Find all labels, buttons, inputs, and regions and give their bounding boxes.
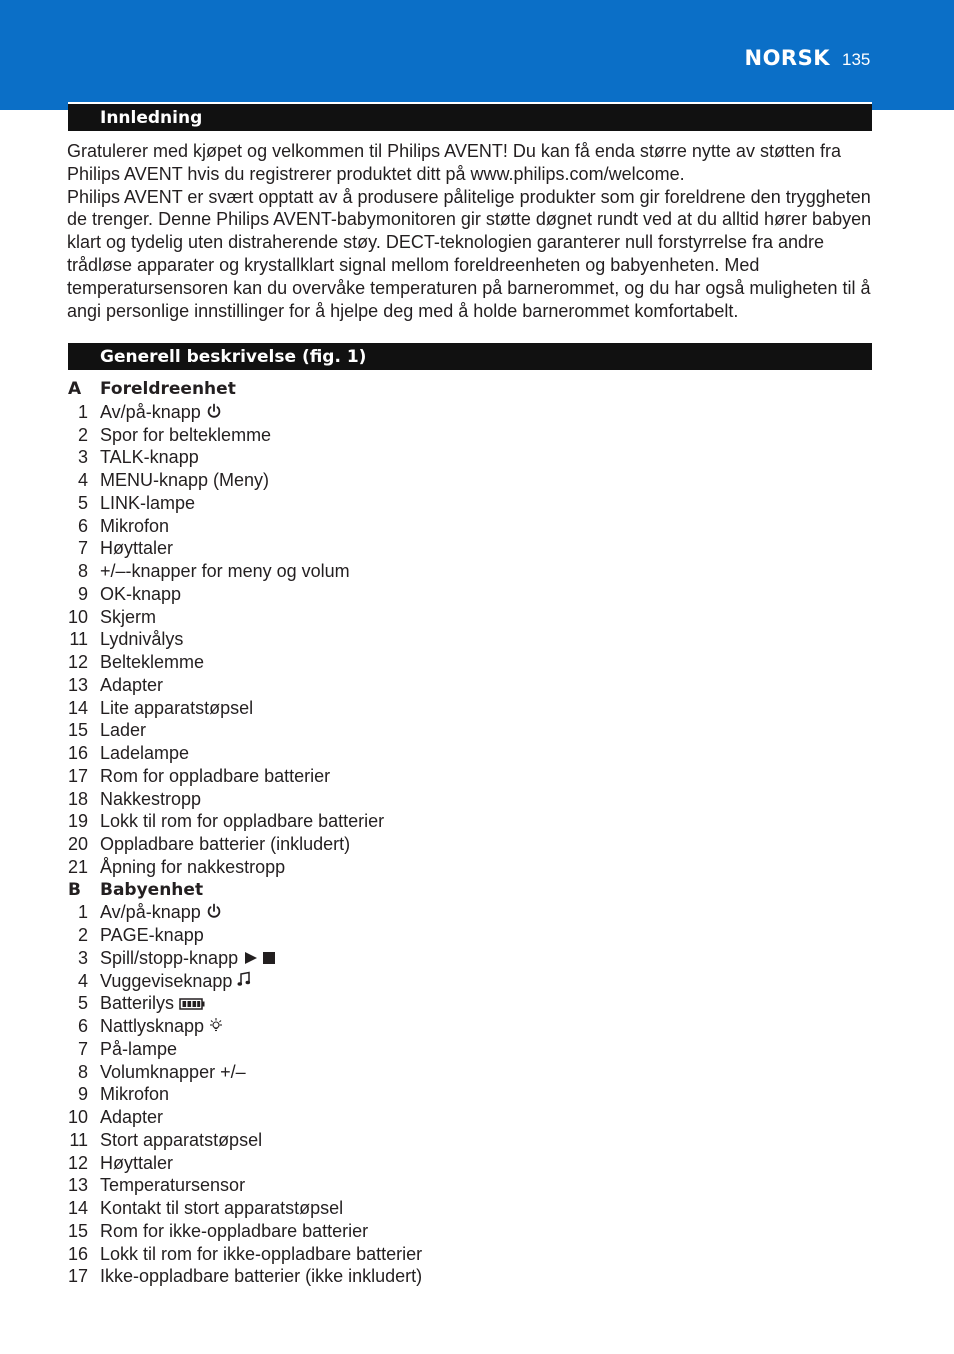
section-title-description: Generell beskrivelse (fig. 1)	[100, 347, 367, 367]
item-number: 18	[67, 788, 88, 809]
list-item	[0, 446, 954, 469]
item-text	[100, 833, 350, 856]
item-label: Nattlysknapp	[100, 1016, 205, 1036]
item-number: 6	[77, 515, 88, 536]
item-text	[100, 446, 199, 469]
item-number: 6	[77, 1016, 88, 1036]
list-item	[0, 788, 954, 811]
item-number: 13	[67, 674, 88, 695]
item-label: Av/på-knapp	[100, 401, 201, 422]
list-item	[0, 833, 954, 856]
item-label: MENU-knapp (Meny)	[100, 470, 270, 490]
item-text	[100, 742, 189, 765]
item-label: Spill/stopp-knapp	[100, 947, 239, 968]
item-number: 10	[67, 606, 88, 627]
intro-text	[67, 140, 875, 322]
list-item	[0, 742, 954, 765]
item-number: 9	[77, 1084, 88, 1105]
group-letter: B	[68, 879, 81, 900]
section-title-intro: Innledning	[100, 108, 203, 128]
item-label: Stort apparatstøpsel	[100, 1129, 263, 1150]
list-item	[0, 1220, 954, 1243]
list-item	[0, 674, 954, 697]
item-text	[100, 1061, 246, 1084]
item-text	[100, 606, 156, 629]
list-item	[0, 719, 954, 742]
item-text	[100, 492, 195, 515]
list-item	[0, 810, 954, 833]
item-text	[100, 697, 253, 720]
item-label: Spor for belteklemme	[100, 424, 272, 445]
item-label: Lydnivålys	[100, 629, 184, 650]
item-text	[100, 1106, 163, 1129]
item-label: Belteklemme	[100, 652, 205, 672]
item-label: Lite apparatstøpsel	[100, 697, 254, 718]
list-item	[0, 651, 954, 674]
item-text	[100, 1220, 368, 1243]
music-note-icon	[237, 970, 251, 993]
item-label: Batterilys	[100, 993, 175, 1014]
item-text	[100, 924, 204, 947]
item-label: På-lampe	[100, 1038, 178, 1059]
group-letter: A	[68, 379, 82, 399]
list-item	[0, 947, 954, 970]
list-item	[0, 1015, 954, 1038]
item-text	[100, 1243, 422, 1266]
item-number: 8	[77, 1061, 88, 1082]
item-text	[100, 901, 222, 925]
item-number: 12	[67, 1152, 88, 1173]
list-item	[0, 1038, 954, 1061]
item-label: Ikke-oppladbare batterier (ikke inkludert)	[100, 1266, 423, 1287]
night-light-icon	[209, 1016, 223, 1039]
item-text	[100, 1015, 223, 1039]
list-item	[0, 697, 954, 720]
item-number: 9	[77, 583, 88, 604]
item-number: 7	[77, 1038, 88, 1059]
item-label: PAGE-knapp	[100, 925, 204, 945]
item-number: 8	[77, 561, 88, 581]
item-label: Mikrofon	[100, 515, 170, 536]
item-label: +/–-knapper for meny og volum	[100, 561, 350, 581]
list-item	[0, 901, 954, 924]
item-text	[100, 1152, 173, 1175]
list-item	[0, 401, 954, 424]
power-icon	[206, 402, 222, 425]
item-label: Vuggeviseknapp	[100, 970, 233, 991]
item-text	[100, 537, 173, 560]
list-item	[0, 1243, 954, 1266]
list-item	[0, 1197, 954, 1220]
list-item	[0, 765, 954, 788]
list-item	[0, 424, 954, 447]
list-item	[0, 1174, 954, 1197]
list-item	[0, 992, 954, 1015]
list-item	[0, 1265, 954, 1288]
group-title: Babyenhet	[100, 879, 204, 900]
item-text	[100, 1197, 343, 1220]
item-label: Nakkestropp	[100, 788, 202, 809]
list-item	[0, 606, 954, 629]
battery-icon	[179, 993, 205, 1016]
item-number: 15	[67, 720, 88, 741]
group-title: Foreldreenhet	[100, 379, 236, 399]
item-text	[100, 947, 279, 971]
item-number: 11	[69, 1129, 88, 1150]
item-label: Lokk til rom for ikke-oppladbare batterier	[100, 1243, 423, 1264]
item-label: Volumknapper +/–	[100, 1061, 246, 1082]
item-text	[100, 765, 330, 788]
item-text	[100, 469, 269, 492]
item-number: 5	[77, 492, 88, 513]
list-item	[0, 1061, 954, 1084]
item-label: Ladelampe	[100, 743, 190, 763]
group-heading-b	[0, 879, 954, 902]
list-item	[0, 970, 954, 993]
parts-list	[0, 378, 954, 1288]
item-number: 7	[77, 538, 88, 559]
item-label: Rom for ikke-oppladbare batterier	[100, 1220, 369, 1241]
item-number: 10	[67, 1107, 88, 1127]
item-label: TALK-knapp	[100, 447, 199, 468]
item-number: 20	[67, 834, 88, 854]
page-number: 135	[842, 50, 871, 69]
item-label: LINK-lampe	[100, 492, 196, 513]
item-number: 11	[69, 629, 88, 650]
item-number: 17	[67, 1266, 88, 1287]
item-label: Kontakt til stort apparatstøpsel	[100, 1198, 344, 1218]
item-number: 2	[77, 424, 88, 445]
item-label: OK-knapp	[100, 583, 182, 604]
list-item	[0, 583, 954, 606]
item-label: Åpning for nakkestropp	[100, 856, 286, 877]
item-number: 1	[77, 902, 88, 923]
item-text	[100, 674, 163, 697]
list-item	[0, 560, 954, 583]
list-item	[0, 469, 954, 492]
item-number: 4	[77, 470, 88, 490]
list-item	[0, 492, 954, 515]
item-text	[100, 628, 183, 651]
item-text	[100, 515, 169, 538]
item-text	[100, 970, 251, 994]
list-item	[0, 1083, 954, 1106]
item-label: Høyttaler	[100, 1152, 174, 1173]
item-number: 5	[77, 993, 88, 1014]
list-item	[0, 515, 954, 538]
item-label: Adapter	[100, 1107, 164, 1127]
item-text	[100, 810, 384, 833]
item-label: Høyttaler	[100, 538, 174, 559]
intro-paragraph-1: Gratulerer med kjøpet og velkommen til Philips AVENT! Du kan få enda større nytte av støtten fra Philips AVENT hvis du registrerer produktet ditt på www.philips.com/welcome.	[67, 141, 841, 184]
item-label: Rom for oppladbare batterier	[100, 765, 331, 786]
language-label: NORSK	[744, 46, 830, 70]
item-number: 17	[67, 765, 88, 786]
item-number: 3	[77, 947, 88, 968]
list-item	[0, 1106, 954, 1129]
item-number: 16	[67, 1243, 88, 1264]
item-text	[100, 1038, 177, 1061]
item-number: 13	[67, 1175, 88, 1196]
intro-paragraph-2: Philips AVENT er svært opptatt av å produsere pålitelige produkter som gir foreldrene den tryggheten de trenger. Denne Philips AVENT-babymonitoren gir støtte døgnet rundt ved at du alltid hører babyen klart og tydelig uten distraherende støy. DECT-teknologien garanterer null forstyrrelse fra andre trådløse apparater og krystallklart signal mellom foreldreenheten og babyenheten. Med temperatursensoren kan du overvåke temperaturen på barnerommet, og du har også muligheten til å angi personlige innstillinger for å hjelpe deg med å holde barnerommet komfortabelt.	[67, 186, 872, 321]
item-text	[100, 788, 201, 811]
item-number: 4	[77, 970, 88, 991]
list-item	[0, 924, 954, 947]
item-text	[100, 1265, 422, 1288]
item-text	[100, 651, 204, 674]
item-text	[100, 856, 285, 879]
item-number: 14	[67, 1198, 88, 1218]
item-number: 2	[77, 925, 88, 945]
item-text	[100, 1083, 169, 1106]
section-bar-description	[68, 341, 872, 370]
item-number: 15	[67, 1220, 88, 1241]
item-text	[100, 583, 181, 606]
item-number: 12	[67, 652, 88, 672]
list-item	[0, 537, 954, 560]
section-bar-intro	[68, 102, 872, 131]
item-number: 19	[67, 811, 88, 832]
item-label: Av/på-knapp	[100, 902, 201, 923]
item-text	[100, 992, 205, 1016]
item-number: 3	[77, 447, 88, 468]
item-label: Skjerm	[100, 606, 157, 627]
item-text	[100, 424, 271, 447]
item-label: Temperatursensor	[100, 1175, 246, 1196]
list-item	[0, 1152, 954, 1175]
item-text	[100, 560, 350, 583]
list-item	[0, 856, 954, 879]
list-item	[0, 1129, 954, 1152]
power-icon	[206, 902, 222, 925]
item-text	[100, 1129, 262, 1152]
item-number: 1	[77, 401, 88, 422]
item-label: Adapter	[100, 674, 164, 695]
group-heading-a	[0, 378, 954, 401]
list-item	[0, 628, 954, 651]
item-label: Lader	[100, 720, 147, 741]
item-text	[100, 1174, 245, 1197]
item-number: 14	[67, 697, 88, 718]
play-stop-icon	[243, 948, 279, 971]
item-text	[100, 719, 146, 742]
item-number: 16	[67, 743, 88, 763]
item-label: Mikrofon	[100, 1084, 170, 1105]
item-number: 21	[67, 856, 88, 877]
item-label: Lokk til rom for oppladbare batterier	[100, 811, 385, 832]
item-label: Oppladbare batterier (inkludert)	[100, 834, 351, 854]
item-text	[100, 401, 222, 425]
